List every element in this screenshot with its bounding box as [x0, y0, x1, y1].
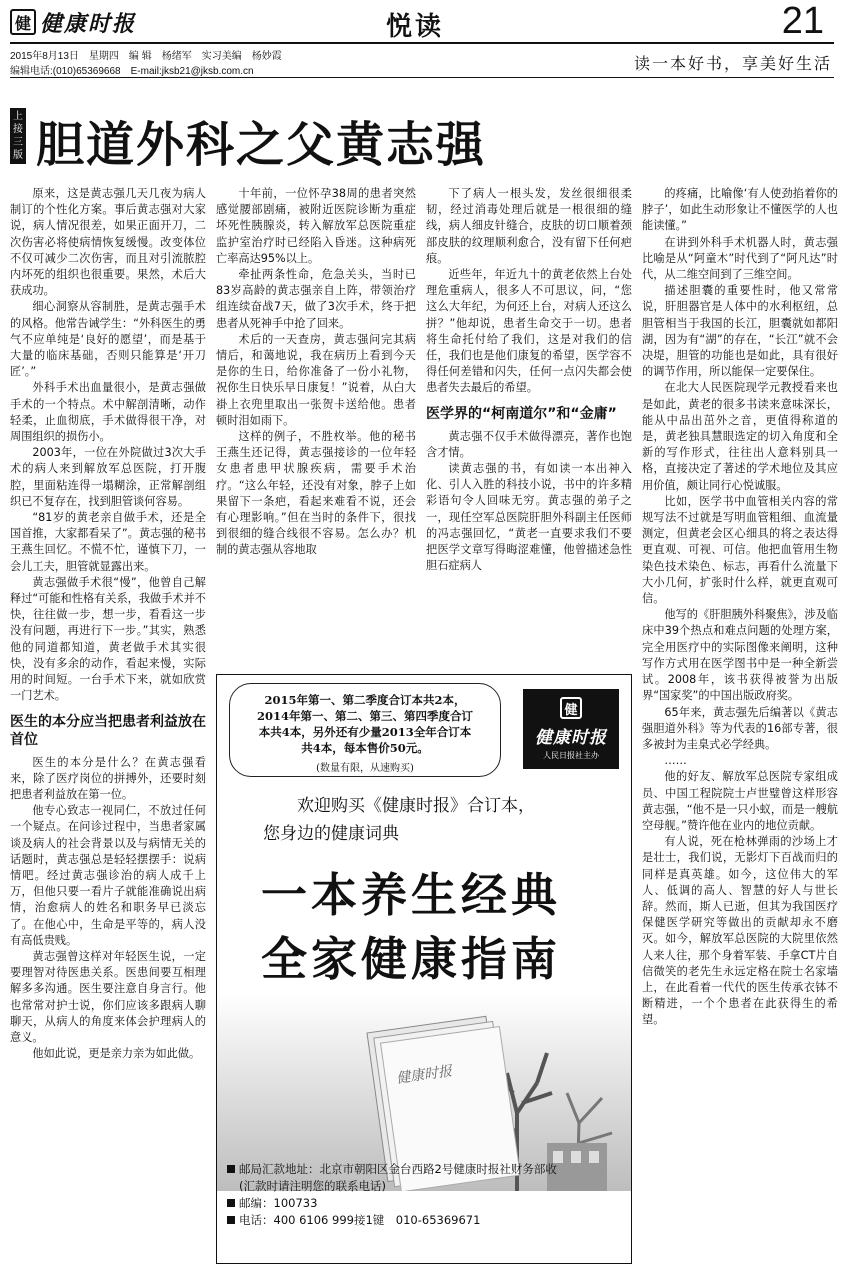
ad-address-line: 邮局汇款地址：北京市朝阳区金台西路2号健康时报社财务部收 — [227, 1161, 557, 1178]
ad-offer-note: (数量有限，从速购买) — [316, 763, 414, 774]
brand-tagline: 人民日报社主办 — [543, 751, 599, 760]
paragraph: 在北大人民医院现学元教授看来也是如此，黄老的很多书读来意味深长，能从中品出茁外之音，更值得称道的是，黄老独具慧眼选定的切入角度和全新的写作形式，往往出人意料别具一格，直接决定了著述的学术地位及其应用价值，颇让同行心悦诚服。 — [642, 381, 838, 492]
paragraph: 原来，这是黄志强几天几夜为病人制订的个性化方案。事后黄志强对大家说，病人情况很差，如果正面开刀，二次伤害必将使病情恢复缓慢。改变体位不仅可减少二次伤害，而且对引流脓腔内坏死的组织也很重要。果然，术后大获成功。 — [10, 187, 206, 298]
ad-offer-line: 共4本，每本售价50元。 — [301, 741, 429, 755]
paragraph: 外科手术出血量很小，是黄志强做手术的一个特点。术中解剖清晰，动作轻柔，止血彻底，手术做得很干净，对周围组织的损伤小。 — [10, 381, 206, 444]
article-column-2 — [216, 186, 416, 662]
paragraph: 黄志强做手术很“慢”，他曾自己解释过“可能和性格有关系，我做手术并不快，往往做一步，想一步，看看这一步没有问题，再进行下一步。”其实，熟悉他的同道都知道，黄老做手术其实很快，没有多余的动作，看起来慢，实际用的时间短。一台手术下来，就如欣赏一门艺术。 — [10, 575, 206, 703]
brand-mark-icon: 健 — [560, 697, 582, 719]
paragraph: 下了病人一根头发，发丝很细很柔韧，经过消毒处理后就是一根很细的缝线，病人细皮针缝合，皮肤的切口顺着颈部皮肤的纹理顺利愈合，没有留下任何疤痕。 — [426, 187, 632, 265]
paragraph: 他的好友、解放军总医院专家组成员、中国工程院院士卢世璧曾这样形容黄志强，“他不是一只小蚁，而是一艘航空母舰。”赞许他在业内的地位贡献。 — [642, 770, 838, 832]
ad-offer-bubble — [229, 683, 501, 777]
paragraph: 他写的《肝胆胰外科聚焦》，涉及临床中39个热点和难点问题的处理方案，完全用医疗中的实际图像来阐明，这种写作方式用在医学图书中是一种全新尝试。2008年，该书获得被誉为出版界“国家奖”的中国出版政府奖。 — [642, 608, 838, 703]
bullet-square-icon — [227, 1216, 235, 1224]
logo-text: 健康时报 — [40, 10, 137, 37]
ad-big-slogan-2: 全家健康指南 — [261, 932, 561, 986]
bullet-square-icon — [227, 1199, 235, 1207]
paragraph: 的疼痛，比喻像‘有人使劲掐着你的脖子’，如此生动形象让不懂医学的人也能读懂。” — [642, 187, 838, 233]
paragraph: 他专心致志一视同仁，不放过任何一个疑点。在问诊过程中，当患者家属谈及病人的社会背景以及与病情无关的话题时，黄志强总是轻轻摆摆手：说病情吧。经过黄志强诊治的病人成千上万，但他只要一看片子就能准确说出病情，治愈病人的姓名和职务早已淡忘了。在他心中，生命是平等的，病人没有高低贵贱。 — [10, 804, 206, 947]
bullet-square-icon — [227, 1165, 235, 1173]
edition-meta: 2015年8月13日 星期四 编 辑 杨绪军 实习美编 杨妙霞 — [10, 51, 282, 62]
page-header — [0, 0, 844, 80]
continued-tag: 上接三版 — [10, 108, 26, 164]
paragraph: 2003年，一位在外院做过3次大手术的病人来到解放军总医院，打开腹腔，里面粘连得一塌糊涂，正常解剖组织已不复存在，找到胆管谈何容易。 — [10, 446, 206, 508]
editor-contact: 编辑电话:(010)65369668 E-mail:jksb21@jksb.com.cn — [10, 66, 254, 77]
ad-contact-block — [227, 1161, 557, 1229]
paragraph: 近些年，年近九十的黄老依然上台处理危重病人，很多人不可思议，问，“您这么大年纪，为何还上台，对病人还这么拼？”他却说，患者生命交于一切。患者将生命托付给了我们，这是对我们的信任，我们也是他们康复的希望，医学容不得任何差错和闪失，任何一点闪失都会使患者失去最后的希望。 — [426, 268, 632, 395]
section-title: 悦读 — [386, 12, 445, 42]
subheading: 医学界的“柯南道尔”和“金庸” — [426, 405, 617, 422]
ellipsis-break: …… — [664, 754, 687, 768]
paragraph: 细心洞察从容制胜，是黄志强手术的风格。他常告诫学生：“外科医生的勇气不应单纯是‘良好的愿望’，而是基于大量的临床基础，否则只能算是‘开刀匠’。” — [10, 300, 206, 379]
paragraph: 描述胆囊的重要性时，他又常常说，肝胆器官是人体中的水利枢纽，总胆管相当于我国的长江，胆囊就如都阳湖，因为有“湖”的存在，“长江”就不会决堤，胆管的功能也是如此，具有很好的调节作用，所以能保一定要保住。 — [642, 284, 838, 379]
article-column-4 — [642, 186, 838, 1276]
paragraph: 医生的本分是什么？在黄志强看来，除了医疗岗位的拼搏外，还要时刻把患者利益放在第一位。 — [10, 755, 206, 801]
paragraph: 牵扯两条性命，危急关头，当时已83岁高龄的黄志强亲自上阵，带领治疗组连续奋战7天，做了3次手术，终于把患者从死神手中抢了回来。 — [216, 268, 416, 330]
brand-name: 健康时报 — [535, 728, 607, 748]
paragraph: 黄志强曾这样对年轻医生说，一定要理智对待医患关系。医患间要互相理解多多沟通。医生要注意自身言行。他也常常对护士说，你们应该多跟病人聊聊天，从病人的角度来体会护理病人的意义。 — [10, 949, 206, 1044]
ad-dictionary-line: 您身边的健康词典 — [263, 824, 399, 844]
book-cover-title: 健康时报 — [395, 1063, 454, 1087]
masthead-logo — [10, 4, 136, 40]
page-slogan: 读一本好书，享美好生活 — [633, 54, 832, 73]
article-column-1 — [10, 186, 206, 1276]
paragraph: 他如此说，更是亲力亲为如此做。 — [32, 1047, 201, 1061]
article-column-3 — [426, 186, 632, 662]
ad-address-note: (汇款时请注明您的联系电话) — [239, 1179, 386, 1193]
header-rule-bottom — [10, 77, 834, 78]
ad-brand-logo — [523, 689, 619, 769]
paragraph: 黄志强不仅手术做得漂亮，著作也饱含才情。 — [426, 429, 632, 459]
ad-offer-line: 2015年第一、第二季度合订本共2本， — [264, 693, 466, 707]
header-rule-top — [10, 42, 834, 44]
subheading: 医生的本分应当把患者利益放在首位 — [10, 713, 206, 748]
paragraph: 65年来，黄志强先后编著以《黄志强胆道外科》等为代表的16部专著，很多被封为圭臬式必学经典。 — [642, 705, 838, 751]
advertisement-box — [216, 674, 632, 1264]
paragraph: 在讲到外科手术机器人时，黄志强比喻是从“阿童木”时代到了“阿凡达”时代，从二维空间到了三维空间。 — [642, 235, 838, 282]
page-number: 21 — [781, 0, 824, 42]
ad-offer-line: 2014年第一、第二、第三、第四季度合订 — [256, 709, 473, 723]
ad-big-slogan-1: 一本养生经典 — [261, 868, 561, 922]
paragraph: 十年前，一位怀孕38周的患者突然感觉腰部剧痛，被附近医院诊断为重症坏死性胰腺炎，转入解放军总医院重症监护室治疗时已经陷入昏迷。这种病死亡率高达95%以上。 — [216, 187, 416, 265]
paragraph: 术后的一天查房，黄志强问完其病情后，和蔼地说，我在病历上看到今天是你的生日，给你准备了一份小礼物，祝你生日快乐早日康复！”说着，从白大褂上衣兜里取出一张贺卡送给他。患者顿时泪如雨下。 — [216, 332, 416, 427]
paragraph: 这样的例子，不胜枚举。他的秘书王燕生还记得，黄志强接诊的一位年轻女患者患甲状腺疾病，需要手术治疗。“这么年轻，还没有对象，脖子上如果留下一条疤，看起来难看不说，还会有心理影响。”但在当时的条件下，很找到很细的缝合线很不容易。怎么办？机制的黄志强从容地取 — [216, 430, 416, 557]
paragraph: 比如，医学书中血管相关内容的常规写法不过就是写明血管粗细、血流量测定，但黄老会区心细具的将之表达得更直观、可视、可信。他把血管用生物染色技术染色、标志，再看什么流量下大小几何，扩张时什么样，就更直观可信。 — [642, 494, 838, 606]
ad-offer-line: 本共4本，另外还有少量2013全年合订本 — [258, 725, 472, 739]
article-headline: 胆道外科之父黄志强 — [36, 117, 487, 173]
paragraph: 有人说，死在枪林弹雨的沙场上才是壮士，我们说，无影灯下百战而归的同样是真英雄。如今，这位伟大的军人、低调的高人、智慧的好人与世长辞。然而，斯人已逝，但其为我国医疗保健医学研究等做出的贡献却永不磨灭。如今，解放军总医院的大院里依然人来人往，那个身着军装、手拿CT片自信微笑的老先生永远定格在院士名家墙上，在此看着一代代的医生传承衣钵不断精进，一个个患者在此获得生的希望。 — [642, 835, 838, 1027]
paragraph: “81岁的黄老亲自做手术，还是全国首推，大家都看呆了”。黄志强的秘书王燕生回忆。不慌不忙，谨慎下刀，一会儿工夫，胆管就显露出来。 — [10, 511, 206, 573]
paragraph: 读黄志强的书，有如读一本出神入化、引人入胜的科技小说，书中的许多精彩语句令人回味无穷。黄志强的弟子之一，现任空军总医院肝胆外科副主任医师的冯志强回忆，“黄老一直要求我们不要把医学文章写得晦涩难懂，他曾描述急性胆石症病人 — [426, 462, 632, 573]
ad-phone-line: 电话：400 6106 999接1键 010-65369671 — [227, 1212, 557, 1229]
logo-mark-icon: 健 — [10, 9, 36, 35]
ad-zip-line: 邮编：100733 — [227, 1195, 557, 1212]
ad-welcome-line: 欢迎购买《健康时报》合订本， — [297, 796, 535, 816]
